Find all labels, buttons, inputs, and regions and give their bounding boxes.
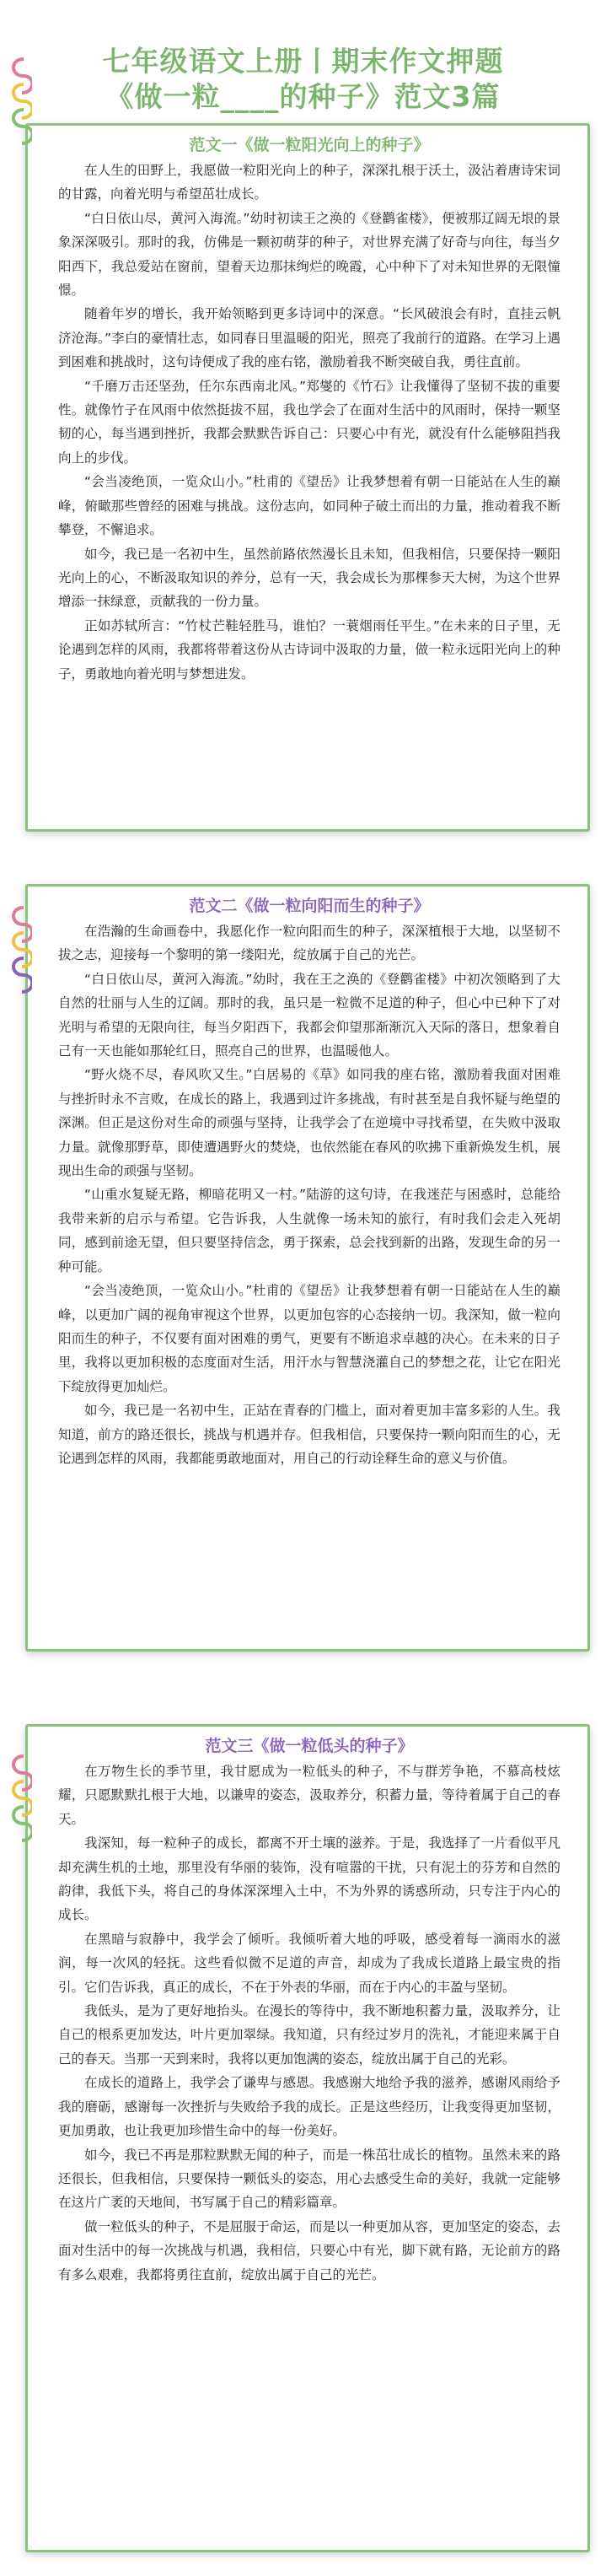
essay-paragraph: 我深知，每一粒种子的成长，都离不开土壤的滋养。于是，我选择了一片看似平凡却充满生机的土地，那里没有华丽的装饰，没有喧嚣的干扰，只有泥土的芬芳和自然的韵律，我低下头，将自己的身体深深埋入土中，不为外界的诱惑所动，只专注于内心的成长。 xyxy=(58,1835,560,1923)
essay-paragraph: “千磨万击还坚劲，任尔东西南北风。”郑燮的《竹石》让我懂得了坚韧不拔的重要性。就像竹子在风雨中依然挺拔不屈，我也学会了在面对生活中的风雨时，保持一颗坚韧的心，每当遇到挫折，我都会默默告诉自己：只要心中有光，就没有什么能够阻挡我向上的步伐。 xyxy=(58,378,560,466)
essay-title: 范文二《做一粒向阳而生的种子》 xyxy=(189,897,430,915)
essay-paragraph: “会当凌绝顶，一览众山小。”杜甫的《望岳》让我梦想着有朝一日能站在人生的巅峰，俯瞰那些曾经的困难与挑战。这份志向，如同种子破土而出的力量，推动着我不断攀登，不懈追求。 xyxy=(58,474,560,538)
essay-card-2 xyxy=(25,884,590,1652)
essay-paragraph: 如今，我已是一名初中生，正站在青春的门槛上，面对着更加丰富多彩的人生。我知道，前方的路还很长，挑战与机遇并存。但我相信，只要保持一颗向阳而生的心，无论遇到怎样的风雨，我都能勇敢地面对，用自己的行动诠释生命的意义与价值。 xyxy=(58,1403,560,1466)
essay-title: 范文一《做一粒阳光向上的种子》 xyxy=(189,136,430,154)
essay-paragraph: 如今，我已是一名初中生，虽然前路依然漫长且未知，但我相信，只要保持一颗阳光向上的心，不断汲取知识的养分，总有一天，我会成长为那棵参天大树，为这个世界增添一抹绿意，贡献我的一份力量。 xyxy=(58,546,560,610)
essay-paragraph: “白日依山尽，黄河入海流。”幼时初读王之涣的《登鹳雀楼》，便被那辽阔无垠的景象深深吸引。那时的我，仿佛是一颗初萌芽的种子，对世界充满了好奇与向往，每当夕阳西下，我总爱站在窗前，望着天边那抹绚烂的晚霞，心中种下了对未知世界的无限憧憬。 xyxy=(58,210,560,299)
essay-paragraph: 在浩瀚的生命画卷中，我愿化作一粒向阳而生的种子，深深植根于大地，以坚韧不拔之志，迎接每一个黎明的第一缕阳光，绽放属于自己的光芒。 xyxy=(58,924,560,963)
page-title-line1: 七年级语文上册丨期末作文押题 xyxy=(102,45,504,78)
page-title xyxy=(0,44,606,115)
page-title-line2: 《做一粒____的种子》范文3篇 xyxy=(105,80,501,113)
essay-paragraph: 在黑暗与寂静中，我学会了倾听。我倾听着大地的呼吸，感受着每一滴雨水的滋润，每一次风的轻抚。这些看似微不足道的声音，却成为了我成长道路上最宝贵的指引。它们告诉我，真正的成长，不在于外表的华丽，而在于内心的丰盈与坚韧。 xyxy=(58,1931,560,1995)
essay-title: 范文三《做一粒低头的种子》 xyxy=(205,1737,414,1755)
essay-paragraph: “野火烧不尽，春风吹又生。”白居易的《草》如同我的座右铭，激励着我面对困难与挫折时永不言败，在成长的路上，我遇到过许多挑战，有时甚至是自我怀疑与绝望的深渊。但正是这份对生命的顽强与坚持，让我学会了在逆境中寻找希望，在失败中汲取力量。就像那野草，即使遭遇野火的焚烧，也依然能在春风的吹拂下重新焕发生机，展现出生命的顽强与坚韧。 xyxy=(58,1067,560,1179)
paperclip-icon xyxy=(7,1752,32,1853)
essay-paragraph: 我低头，是为了更好地抬头。在漫长的等待中，我不断地积蓄力量，汲取养分，让自己的根系更加发达，叶片更加翠绿。我知道，只有经过岁月的洗礼，才能迎来属于自己的春天。当那一天到来时，我将以更加饱满的姿态，绽放出属于自己的光彩。 xyxy=(58,2003,560,2067)
essay-paragraph: 随着年岁的增长，我开始领略到更多诗词中的深意。“长风破浪会有时，直挂云帆济沧海。”李白的豪情壮志，如同春日里温暖的阳光，照亮了我前行的道路。在学习上遇到困难和挑战时，这句诗便成了我的座右铭，激励着我不断突破自我，勇往直前。 xyxy=(58,306,560,370)
paperclip-icon xyxy=(7,903,32,1005)
essay-paragraph: 做一粒低头的种子，不是屈服于命运，而是以一种更加从容，更加坚定的姿态，去面对生活中的每一次挑战与机遇，我相信，只要心中有光，脚下就有路，无论前方的路有多么艰难，我都将勇往直前，绽放出属于自己的光芒。 xyxy=(58,2218,560,2282)
essay-paragraph: 正如苏轼所言：“竹杖芒鞋轻胜马，谁怕？一蓑烟雨任平生。”在未来的日子里，无论遇到怎样的风雨，我都将带着这份从古诗词中汲取的力量，做一粒永远阳光向上的种子，勇敢地向着光明与梦想进发。 xyxy=(58,617,560,682)
essay-paragraph: “山重水复疑无路，柳暗花明又一村。”陆游的这句诗，在我迷茫与困惑时，总能给我带来新的启示与希望。它告诉我，人生就像一场未知的旅行，有时我们会走入死胡同，感到前途无望，但只要坚持信念，勇于探索，总会找到新的出路，发现生命的另一种可能。 xyxy=(58,1187,560,1275)
essay-paragraph: 在万物生长的季节里，我甘愿成为一粒低头的种子，不与群芳争艳，不慕高枝炫耀，只愿默默扎根于大地，以谦卑的姿态，汲取养分，积蓄力量，等待着属于自己的春天。 xyxy=(58,1764,560,1827)
paperclip-icon xyxy=(7,55,32,156)
essay-card-1 xyxy=(25,123,590,832)
essay-paragraph: “会当凌绝顶，一览众山小。”杜甫的《望岳》让我梦想着有朝一日能站在人生的巅峰，以更加广阔的视角审视这个世界，以更加包容的心态接纳一切。我深知，做一粒向阳而生的种子，不仅要有面对困难的勇气，更要有不断追求卓越的决心。在未来的日子里，我将以更加积极的态度面对生活，用汗水与智慧浇灌自己的梦想之花，让它在阳光下绽放得更加灿烂。 xyxy=(58,1283,560,1394)
essay-paragraph: “白日依山尽，黄河入海流。”幼时，我在王之涣的《登鹳雀楼》中初次领略到了大自然的壮丽与人生的辽阔。那时的我，虽只是一粒微不足道的种子，但心中已种下了对光明与希望的无限向往，每当夕阳西下，我都会仰望那渐渐沉入天际的落日，想象着自己有一天也能如那轮红日，照亮自己的世界，也温暖他人。 xyxy=(58,971,560,1059)
essay-paragraph: 在成长的道路上，我学会了谦卑与感恩。我感谢大地给予我的滋养，感谢风雨给予我的磨砺，感谢每一次挫折与失败给予我的成长。正是这些经历，让我变得更加坚韧，更加勇敢，也让我更加珍惜生命中的每一份美好。 xyxy=(58,2075,560,2139)
essay-card-3 xyxy=(25,1724,590,2552)
essay-paragraph: 在人生的田野上，我愿做一粒阳光向上的种子，深深扎根于沃土，汲沾着唐诗宋词的甘露，向着光明与希望茁壮成长。 xyxy=(58,163,560,202)
essay-paragraph: 如今，我已不再是那粒默默无闻的种子，而是一株茁壮成长的植物。虽然未来的路还很长，但我相信，只要保持一颗低头的姿态，用心去感受生命的美好，我就一定能够在这片广袤的天地间，书写属于自己的精彩篇章。 xyxy=(58,2147,560,2211)
